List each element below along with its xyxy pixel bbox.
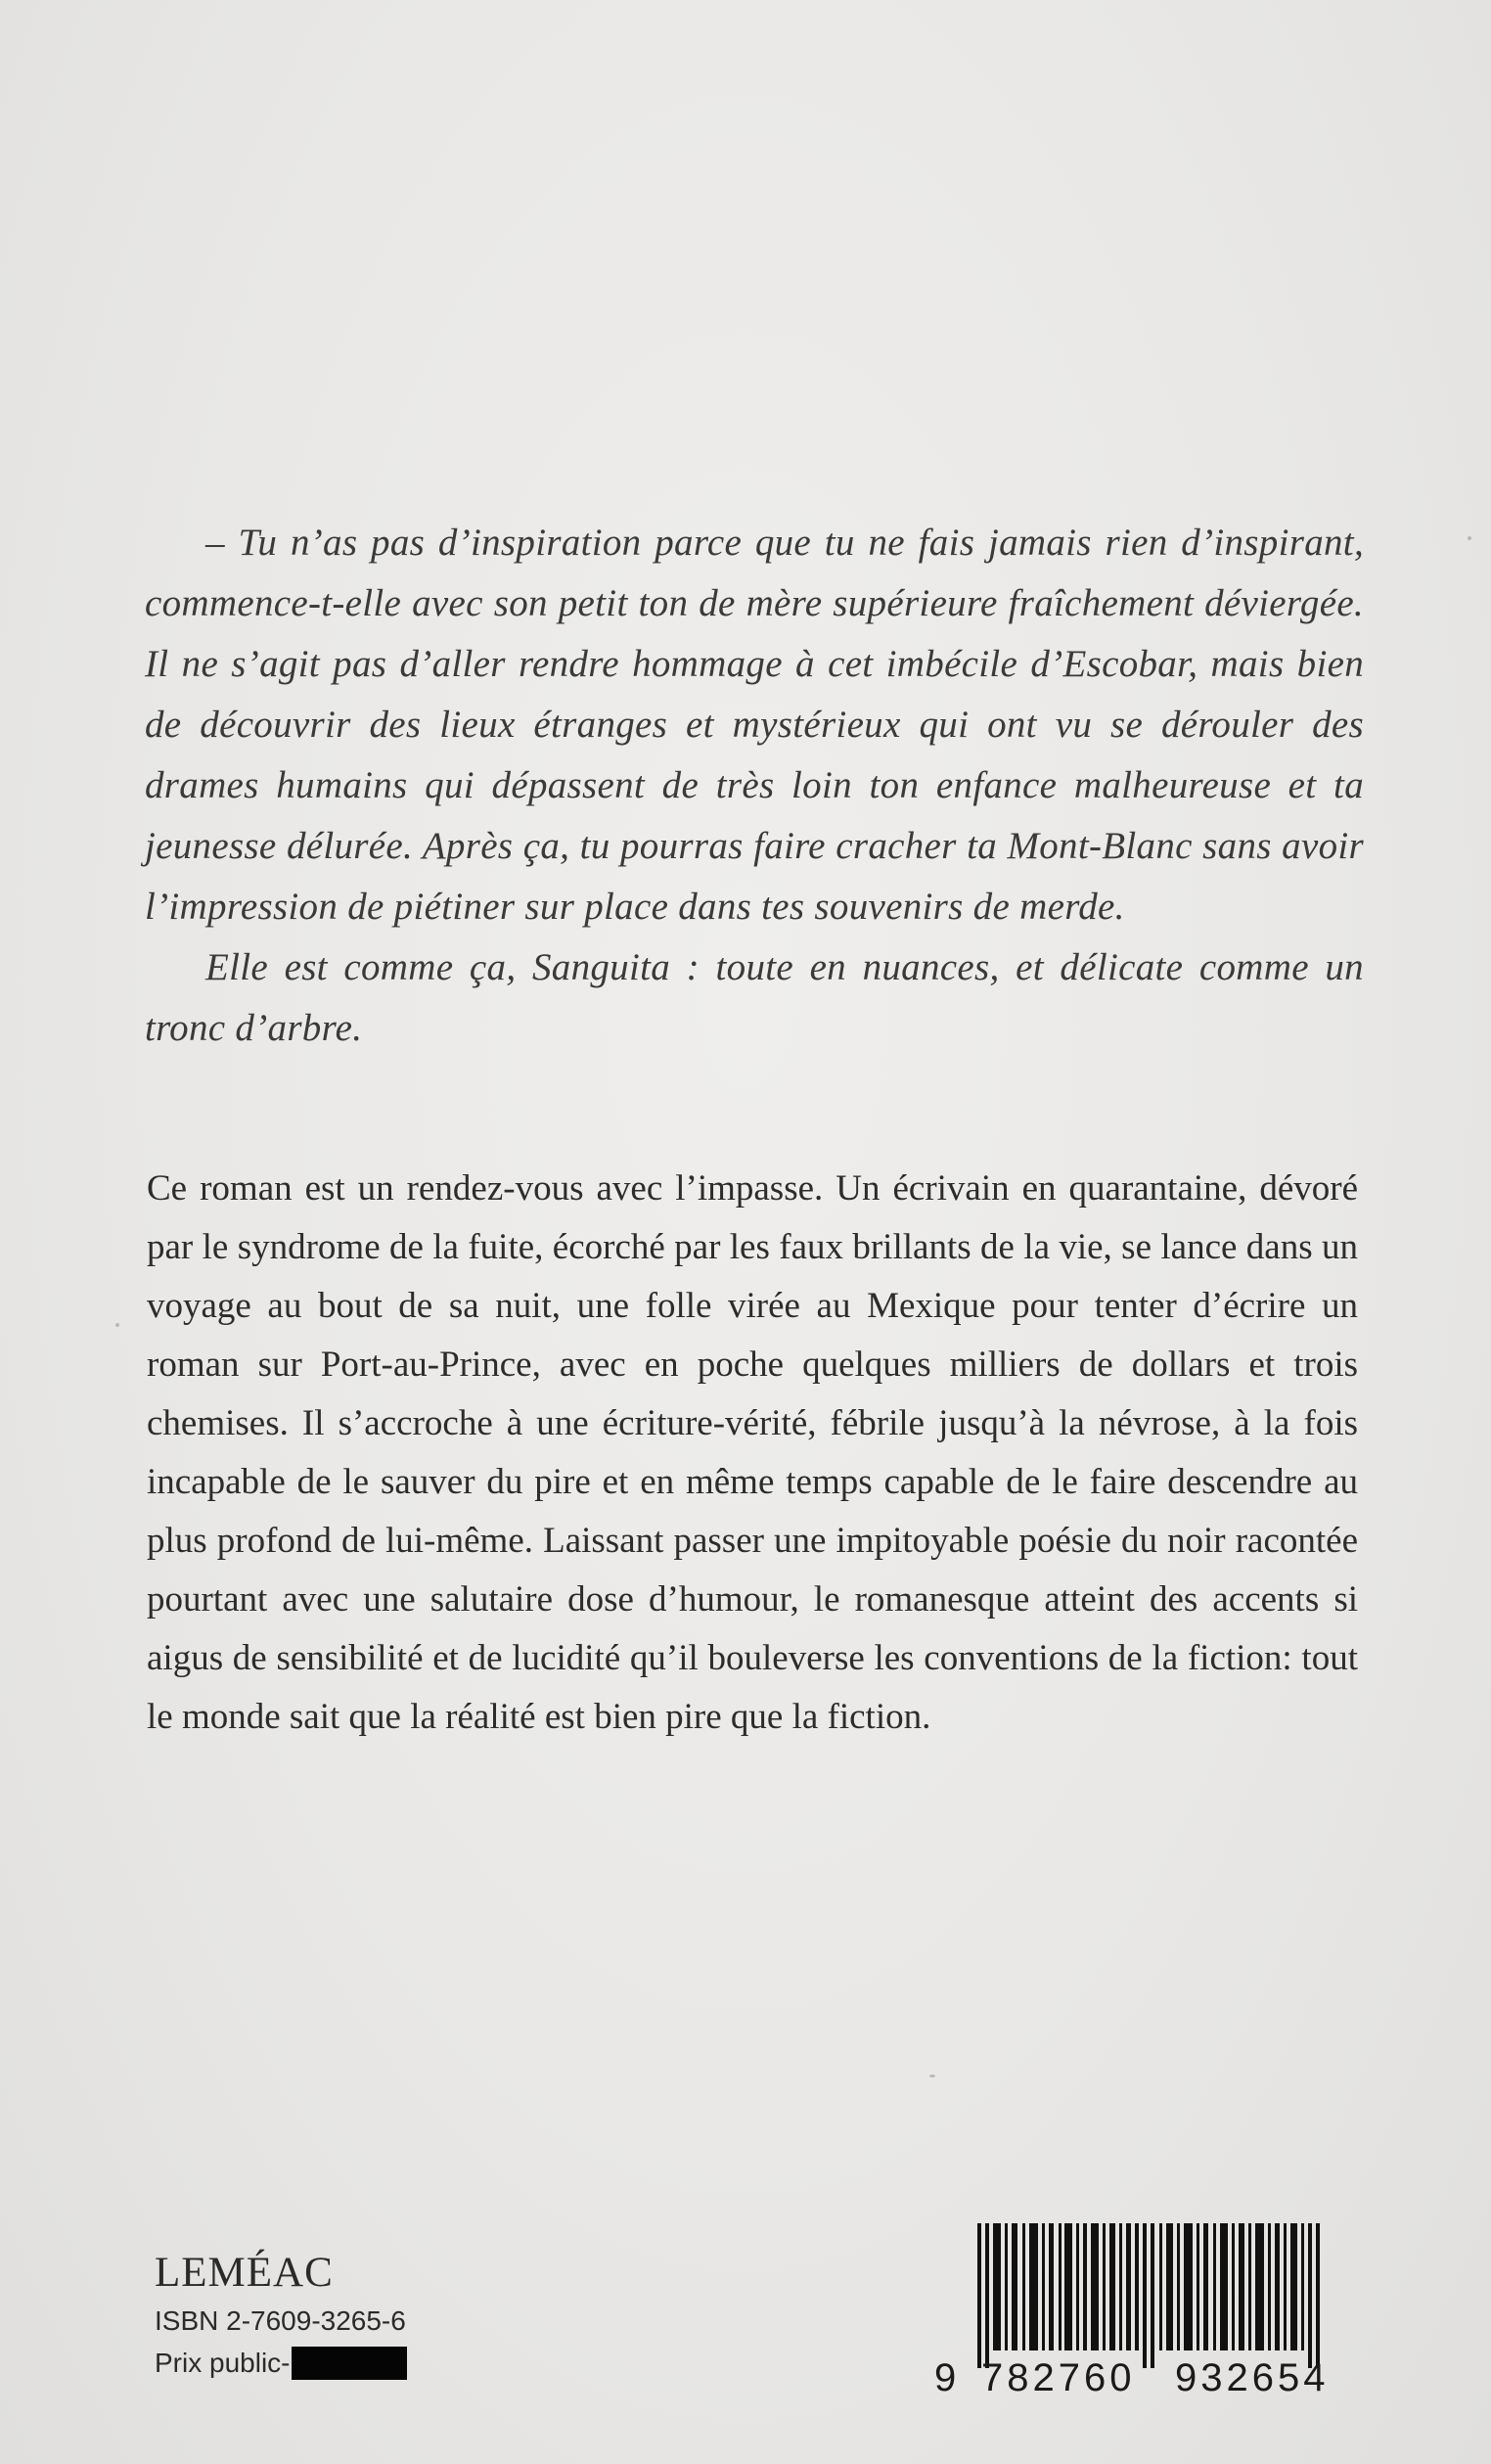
excerpt-paragraph-2: Elle est comme ça, Sanguita : toute en nuances, et délicate comme un tronc d’arbre. [145,946,1364,1049]
barcode-icon [936,2223,1357,2368]
barcode-lead-digit: 9 [934,2356,957,2399]
book-summary [147,1160,1358,1747]
dust-speck [115,1323,119,1327]
excerpt-paragraph-1: – Tu n’as pas d’inspiration parce que tu ne fais jamais rien d’inspirant, commence-t-elle avec son petit ton de mère supérieure fraîchement déviergée. Il ne s’agit pas d’aller rendre hommage à cet imbécile d’Escobar, mais bien de découvrir des lieux étranges et mystérieux qui ont vu se dérouler des drames humains qui dépassent de très loin ton enfance malheureuse et ta jeunesse délurée. Après ça, tu pourras faire cracher ta Mont-Blanc sans avoir l’impression de piétiner sur place dans tes souvenirs de merde. [145,522,1364,928]
excerpt-quote [145,513,1364,1059]
barcode-group-2: 932654 [1175,2356,1330,2399]
price-redaction [292,2347,407,2380]
summary-paragraph: Ce roman est un rendez-vous avec l’impasse. Un écrivain en quarantaine, dévoré par le syndrome de la fuite, écorché par les faux brillants de la vie, se lance dans un voyage au bout de sa nuit, une folle virée au Mexique pour tenter d’écrire un roman sur Port-au-Prince, avec en poche quelques milliers de dollars et trois chemises. Il s’accroche à une écriture-vérité, fébrile jusqu’à la névrose, à la fois incapable de le sauver du pire et en même temps capable de le faire descendre au plus profond de lui-même. Laissant passer une impitoyable poésie du noir racontée pourtant avec une salutaire dose d’humour, le romanesque atteint des accents si aigus de sensibilité et de lucidité qu’il bouleverse les conventions de la fiction: tout le monde sait que la réalité est bien pire que la fiction. [147,1168,1358,1737]
isbn-number: ISBN 2-7609-3265-6 [155,2305,406,2336]
publisher-name: LEMÉAC [155,2250,334,2296]
price-label: Prix public- [155,2348,291,2378]
dust-speck [1468,536,1471,540]
dust-speck [929,2075,935,2077]
barcode-digits [934,2356,1361,2400]
price-line [155,2347,407,2380]
barcode-group-1: 782760 [981,2356,1136,2399]
